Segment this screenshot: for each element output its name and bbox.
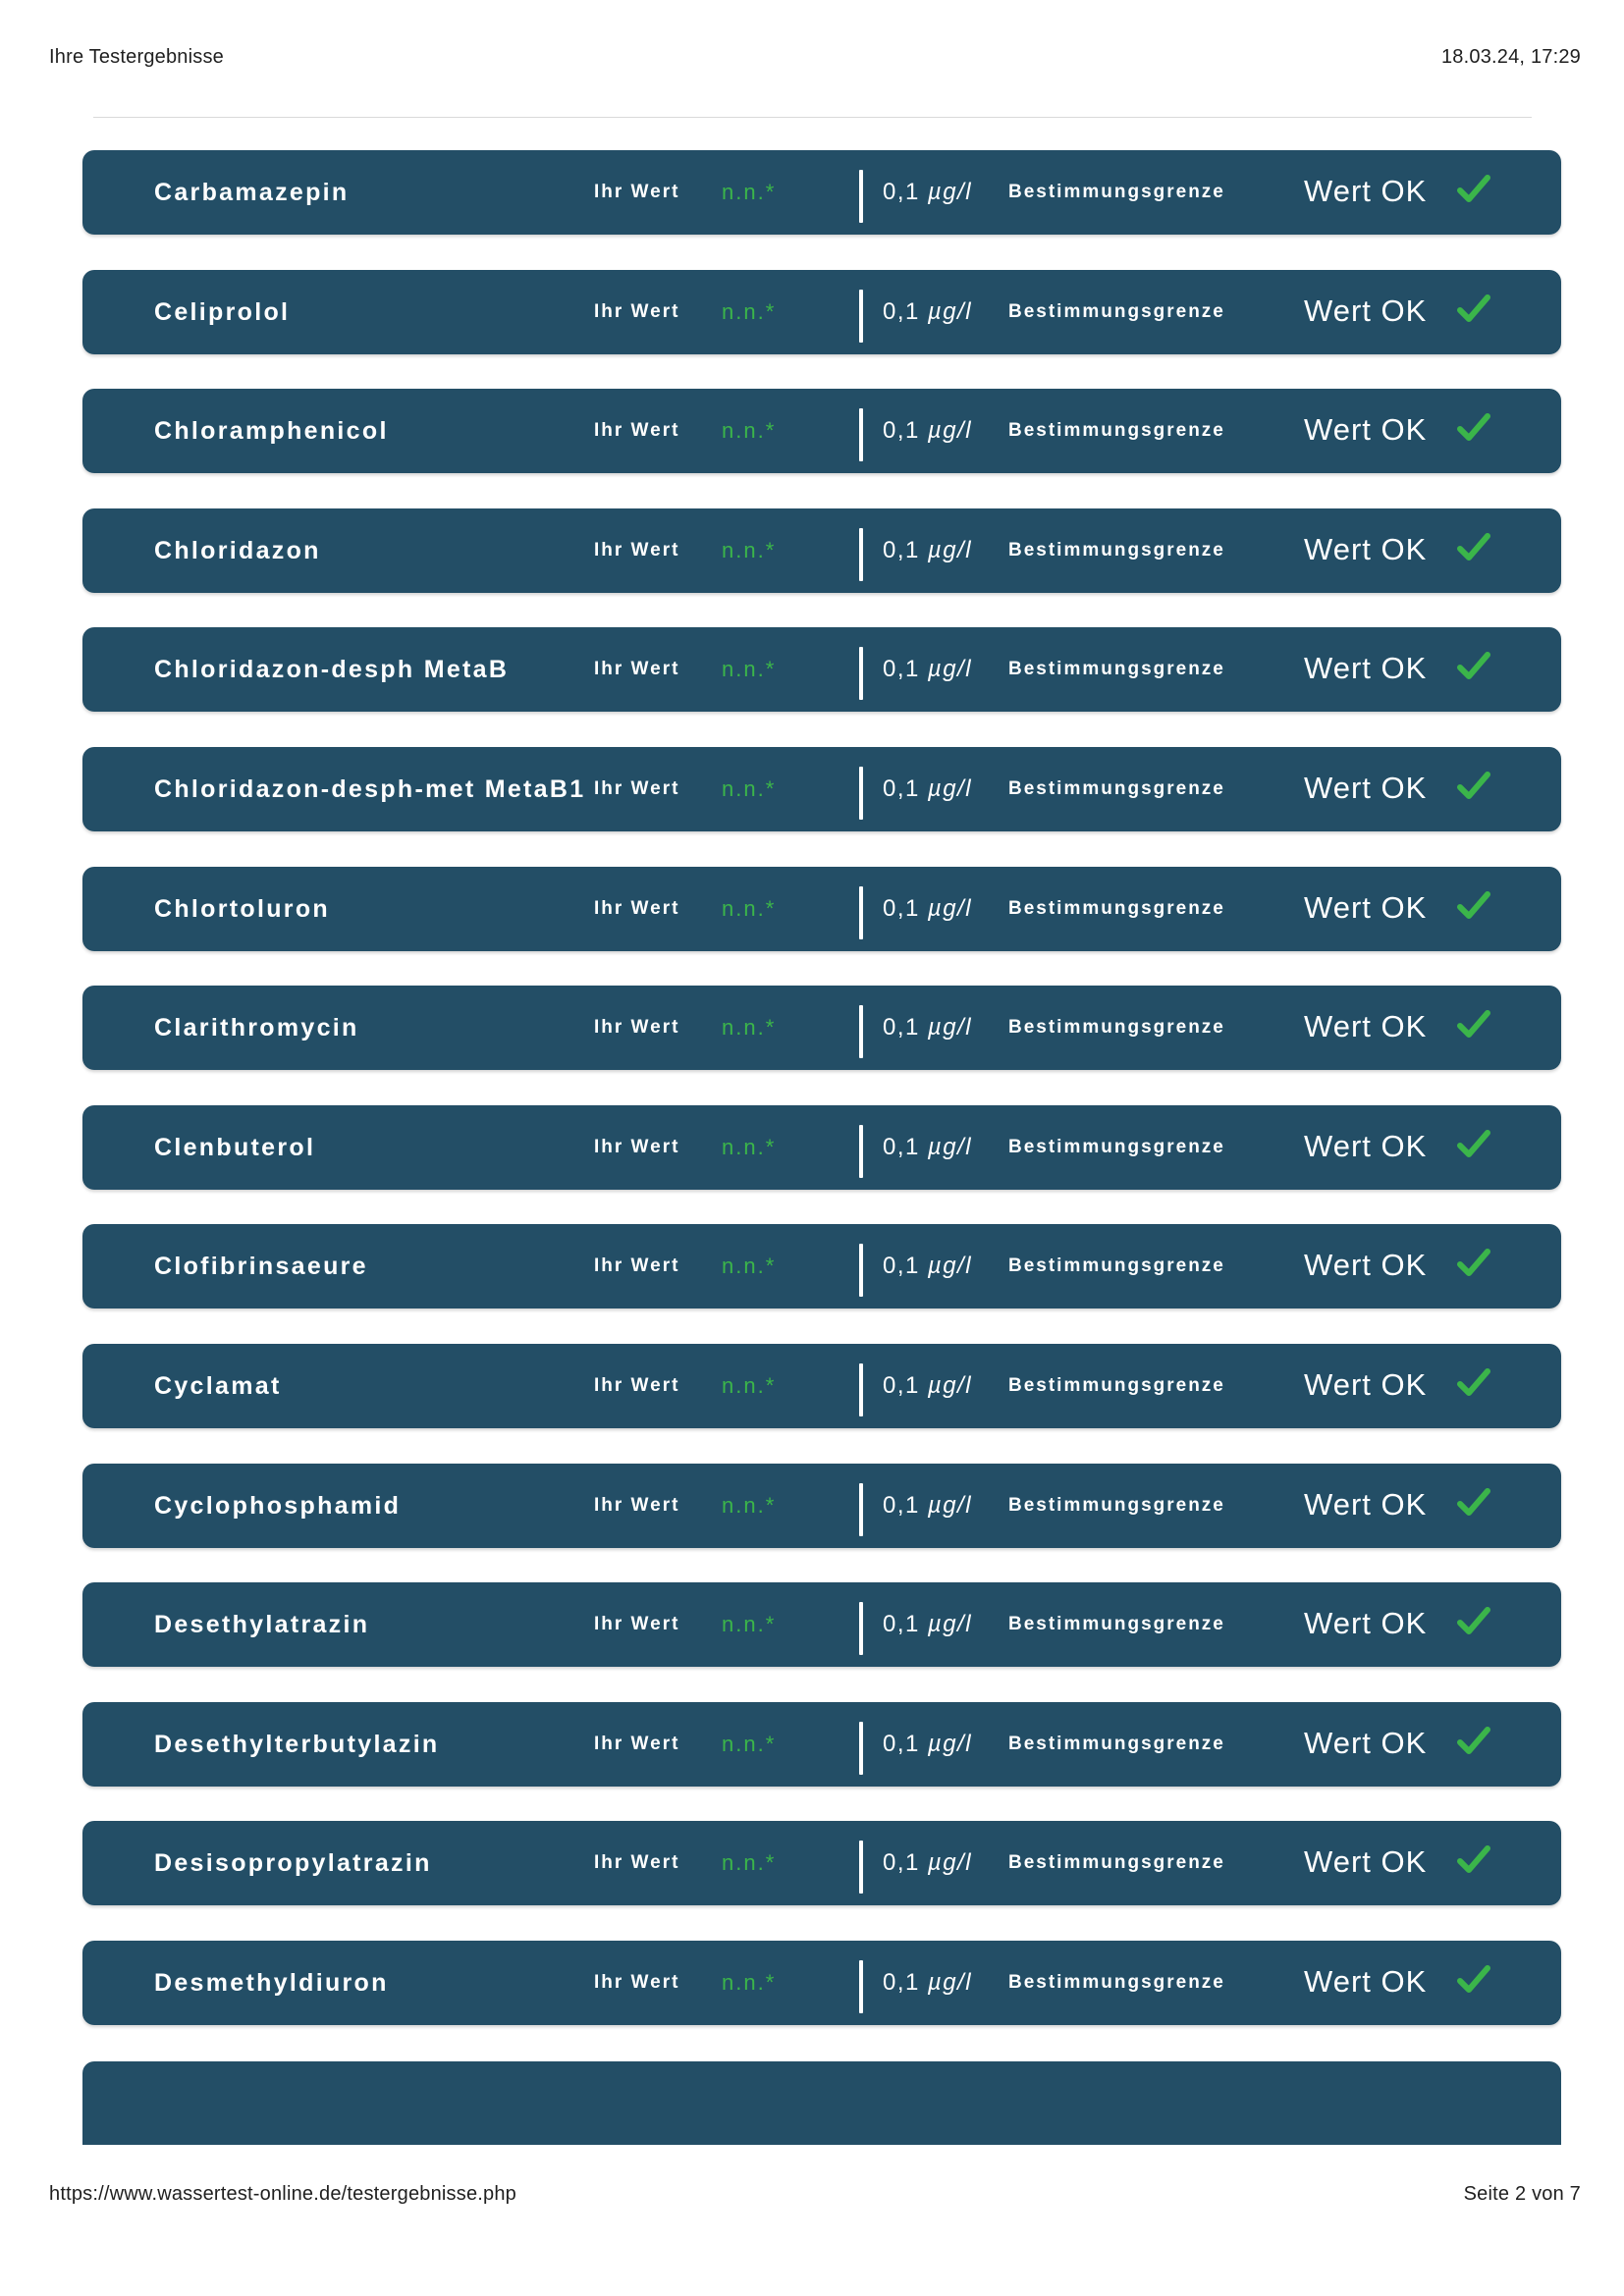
limit-number: 0,1 [883,1014,920,1041]
limit-label: Bestimmungsgrenze [1008,182,1225,202]
your-value: n.n.* [722,895,777,921]
checkmark-icon [1457,1129,1490,1160]
limit-number: 0,1 [883,1491,920,1519]
your-value: n.n.* [722,657,777,682]
your-value: n.n.* [722,1731,777,1756]
checkmark-icon [1457,651,1490,682]
parameter-name: Desethylatrazin [154,1611,370,1639]
limit-unit: µg/l [927,894,973,922]
limit-value [883,1582,972,1667]
parameter-name: Desethylterbutylazin [154,1730,440,1758]
limit-unit: µg/l [927,417,973,445]
value-separator [859,408,863,461]
limit-unit: µg/l [927,1253,973,1280]
limit-unit: µg/l [927,297,973,325]
result-card [82,747,1561,831]
parameter-name: Chlortoluron [154,894,330,923]
value-separator [859,528,863,581]
limit-number: 0,1 [883,1611,920,1638]
your-value: n.n.* [722,418,777,444]
limit-label: Bestimmungsgrenze [1008,1136,1225,1157]
limit-unit: µg/l [927,656,973,683]
limit-unit: µg/l [927,1491,973,1519]
limit-unit: µg/l [927,1133,973,1160]
limit-number: 0,1 [883,536,920,563]
parameter-name: Chloridazon [154,536,321,564]
value-separator [859,1722,863,1775]
checkmark-icon [1457,1487,1490,1519]
your-value-label: Ihr Wert [594,420,680,442]
your-value-label: Ihr Wert [594,1136,680,1157]
parameter-name: Desisopropylatrazin [154,1849,432,1878]
parameter-name: Clarithromycin [154,1014,359,1042]
parameter-name: Chloridazon-desph MetaB [154,656,510,684]
limit-number: 0,1 [883,1371,920,1399]
parameter-name: Celiprolol [154,297,291,326]
limit-value [883,150,972,235]
status-text: Wert OK [1304,1606,1428,1641]
parameter-name: Chloridazon-desph-met MetaB1 [154,774,586,803]
result-card [82,1464,1561,1548]
limit-value [883,867,972,951]
limit-unit: µg/l [927,1014,973,1041]
status-text: Wert OK [1304,531,1428,566]
header-divider [93,117,1532,118]
status-text: Wert OK [1304,889,1428,925]
parameter-name: Clofibrinsaeure [154,1253,368,1281]
checkmark-icon [1457,174,1490,205]
result-card [82,270,1561,354]
limit-label: Bestimmungsgrenze [1008,1971,1225,1993]
status-text: Wert OK [1304,1486,1428,1522]
limit-unit: µg/l [927,1611,973,1638]
value-separator [859,767,863,820]
status-text: Wert OK [1304,293,1428,328]
parameter-name: Clenbuterol [154,1133,316,1161]
limit-value [883,747,972,831]
value-separator [859,1960,863,2013]
result-card [82,1224,1561,1308]
result-card [82,150,1561,235]
limit-number: 0,1 [883,1849,920,1877]
limit-value [883,270,972,354]
your-value: n.n.* [722,1969,777,1995]
your-value-label: Ihr Wert [594,1852,680,1874]
limit-number: 0,1 [883,774,920,802]
value-separator [859,1483,863,1536]
limit-label: Bestimmungsgrenze [1008,1374,1225,1396]
value-separator [859,290,863,343]
value-separator [859,1841,863,1894]
limit-number: 0,1 [883,417,920,445]
limit-value [883,1821,972,1905]
your-value: n.n.* [722,1492,777,1518]
checkmark-icon [1457,1726,1490,1757]
your-value-label: Ihr Wert [594,659,680,680]
limit-value [883,986,972,1070]
limit-label: Bestimmungsgrenze [1008,1733,1225,1754]
status-text: Wert OK [1304,770,1428,805]
your-value-label: Ihr Wert [594,182,680,202]
limit-number: 0,1 [883,656,920,683]
limit-unit: µg/l [927,1371,973,1399]
checkmark-icon [1457,771,1490,802]
checkmark-icon [1457,1367,1490,1399]
print-header-datetime: 18.03.24, 17:29 [1440,46,1581,68]
limit-unit: µg/l [927,536,973,563]
limit-number: 0,1 [883,179,920,205]
limit-value [883,627,972,712]
your-value: n.n.* [722,1372,777,1398]
result-card [82,1582,1561,1667]
limit-label: Bestimmungsgrenze [1008,300,1225,322]
limit-value [883,1344,972,1428]
your-value-label: Ihr Wert [594,1614,680,1635]
limit-label: Bestimmungsgrenze [1008,1852,1225,1874]
your-value-label: Ihr Wert [594,777,680,799]
limit-label: Bestimmungsgrenze [1008,420,1225,442]
your-value-label: Ihr Wert [594,1733,680,1754]
result-card-partial [82,2061,1561,2145]
status-text: Wert OK [1304,1725,1428,1760]
your-value: n.n.* [722,1254,777,1279]
checkmark-icon [1457,532,1490,563]
your-value-label: Ihr Wert [594,300,680,322]
status-text: Wert OK [1304,1963,1428,1999]
result-card [82,1941,1561,2025]
value-separator [859,1005,863,1058]
checkmark-icon [1457,1009,1490,1041]
limit-unit: µg/l [927,179,973,205]
limit-number: 0,1 [883,1253,920,1280]
your-value-label: Ihr Wert [594,1374,680,1396]
value-separator [859,1363,863,1416]
checkmark-icon [1457,1964,1490,1996]
status-text: Wert OK [1304,651,1428,686]
your-value: n.n.* [722,180,777,204]
your-value-label: Ihr Wert [594,1017,680,1039]
result-card [82,1821,1561,1905]
status-text: Wert OK [1304,1366,1428,1402]
limit-label: Bestimmungsgrenze [1008,1017,1225,1039]
parameter-name: Desmethyldiuron [154,1968,389,1997]
your-value: n.n.* [722,298,777,324]
value-separator [859,1125,863,1178]
limit-value [883,389,972,473]
limit-unit: µg/l [927,1730,973,1757]
result-card [82,1702,1561,1787]
limit-value [883,508,972,593]
result-card [82,1344,1561,1428]
value-separator [859,886,863,939]
value-separator [859,647,863,700]
your-value: n.n.* [722,1612,777,1637]
your-value: n.n.* [722,1134,777,1159]
result-card [82,508,1561,593]
limit-number: 0,1 [883,297,920,325]
print-header-title: Ihre Testergebnisse [49,46,224,68]
parameter-name: Cyclophosphamid [154,1491,402,1520]
status-text: Wert OK [1304,1128,1428,1163]
print-footer-url: https://www.wassertest-online.de/testergebnisse.php [49,2183,517,2205]
status-text: Wert OK [1304,1844,1428,1880]
your-value: n.n.* [722,775,777,801]
your-value: n.n.* [722,1850,777,1876]
results-list [82,150,1561,2060]
parameter-name: Chloramphenicol [154,417,389,446]
result-card [82,627,1561,712]
status-text: Wert OK [1304,1248,1428,1283]
limit-label: Bestimmungsgrenze [1008,1255,1225,1277]
limit-number: 0,1 [883,1133,920,1160]
checkmark-icon [1457,1606,1490,1637]
limit-unit: µg/l [927,1849,973,1877]
parameter-name: Carbamazepin [154,179,350,206]
result-card [82,1105,1561,1190]
your-value-label: Ihr Wert [594,897,680,919]
parameter-name: Cyclamat [154,1371,282,1400]
value-separator [859,1602,863,1655]
checkmark-icon [1457,890,1490,922]
limit-label: Bestimmungsgrenze [1008,539,1225,561]
limit-value [883,1702,972,1787]
your-value-label: Ihr Wert [594,1255,680,1277]
status-text: Wert OK [1304,412,1428,448]
limit-unit: µg/l [927,1968,973,1996]
limit-value [883,1464,972,1548]
your-value-label: Ihr Wert [594,539,680,561]
limit-value [883,1224,972,1308]
limit-number: 0,1 [883,1730,920,1757]
limit-label: Bestimmungsgrenze [1008,659,1225,680]
status-text: Wert OK [1304,1009,1428,1044]
checkmark-icon [1457,412,1490,444]
result-card [82,389,1561,473]
limit-number: 0,1 [883,1968,920,1996]
your-value-label: Ihr Wert [594,1494,680,1516]
checkmark-icon [1457,1248,1490,1279]
limit-unit: µg/l [927,774,973,802]
limit-label: Bestimmungsgrenze [1008,777,1225,799]
limit-value [883,1941,972,2025]
result-card [82,986,1561,1070]
result-card [82,867,1561,951]
print-footer-page: Seite 2 von 7 [1463,2183,1581,2205]
limit-label: Bestimmungsgrenze [1008,1614,1225,1635]
limit-label: Bestimmungsgrenze [1008,1494,1225,1516]
limit-number: 0,1 [883,894,920,922]
value-separator [859,1244,863,1297]
your-value: n.n.* [722,1015,777,1041]
status-text: Wert OK [1304,174,1428,208]
checkmark-icon [1457,294,1490,325]
checkmark-icon [1457,1844,1490,1876]
limit-value [883,1105,972,1190]
limit-label: Bestimmungsgrenze [1008,897,1225,919]
your-value: n.n.* [722,537,777,562]
value-separator [859,170,863,223]
your-value-label: Ihr Wert [594,1971,680,1993]
